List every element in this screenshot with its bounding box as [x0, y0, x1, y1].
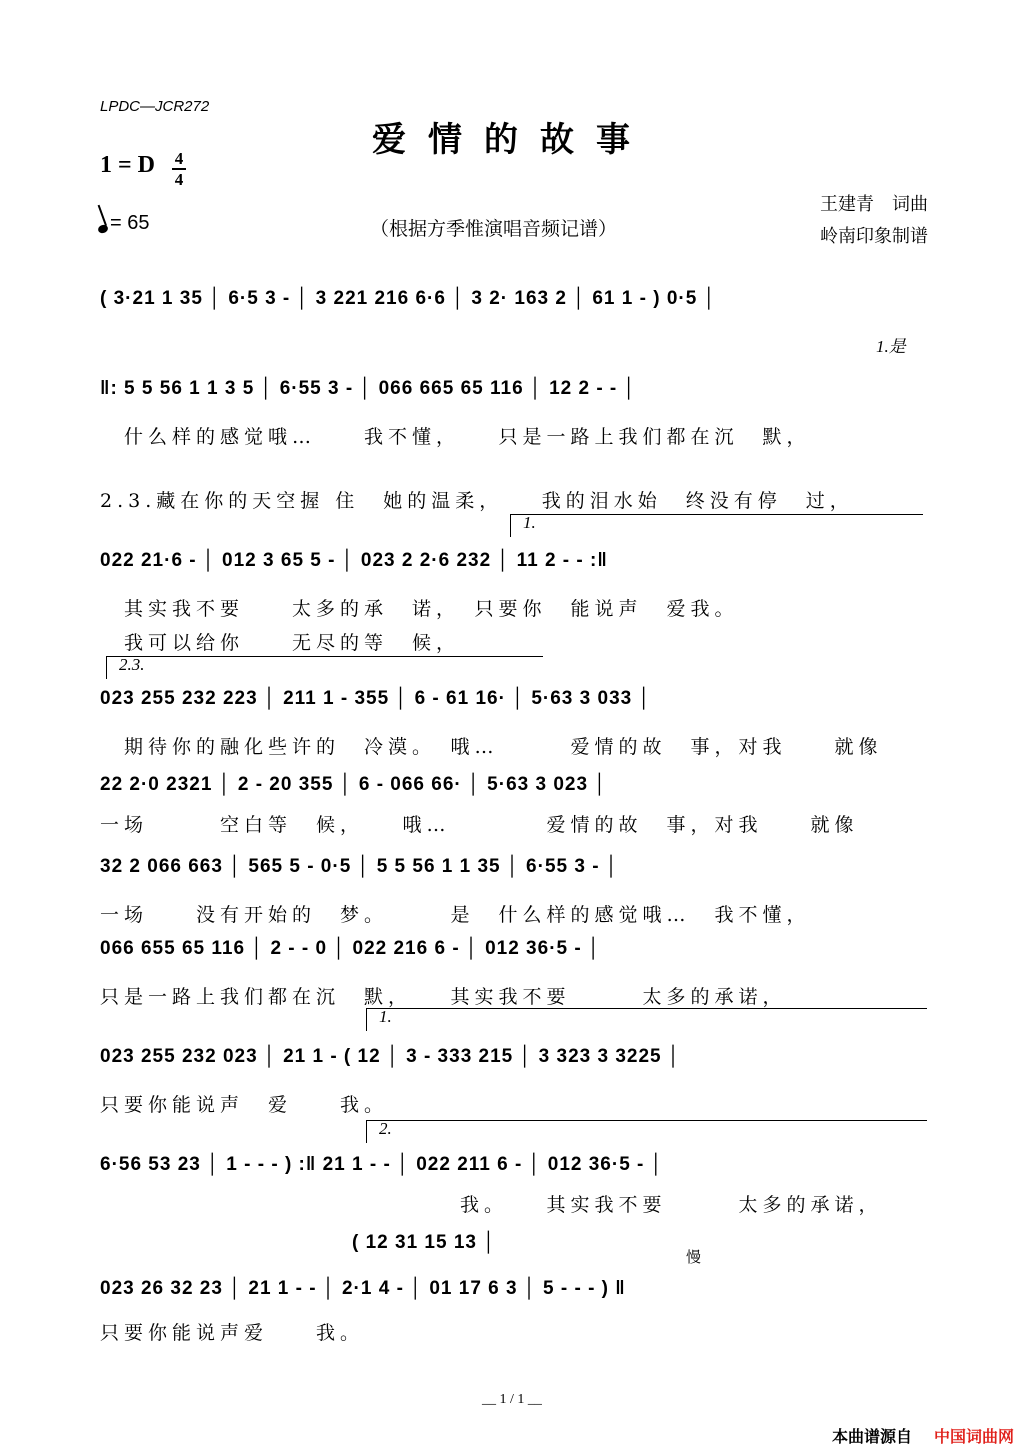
quarter-note-icon	[97, 224, 109, 235]
key-signature: 1 = D	[100, 152, 156, 178]
time-signature	[172, 150, 186, 188]
verse-marker: 1.是	[876, 337, 906, 356]
page-number: __ 1 / 1 __	[482, 1392, 542, 1407]
volta-bracket: 1.	[366, 1008, 927, 1031]
arranger-credit: 岭南印象制谱	[820, 226, 928, 247]
lyric-line: 2.3.藏在你的天空握 住 她的温柔， 我的泪水始 终没有停 过，	[100, 490, 854, 512]
volta-bracket: 2.3.	[106, 656, 543, 679]
score-code: LPDC—JCR272	[100, 98, 210, 115]
notation-line: 022 21·6 - │ 012 3 65 5 - │ 023 2 2·6 232 │ 11 2 - - :‖	[100, 550, 608, 571]
meter-top: 4	[174, 149, 184, 168]
lyric-line: 期待你的融化些许的 冷漠。 哦… 爱情的故 事，对我 就像	[100, 736, 883, 758]
notation-line: 32 2 066 663 │ 565 5 - 0·5 │ 5 5 56 1 1 35 │ 6·55 3 - │	[100, 856, 619, 877]
lyric-line: 我可以给你 无尽的等 候，	[100, 632, 461, 654]
song-title: 爱情的故事	[372, 120, 652, 160]
upper-notation-line: ( 12 31 15 13 │	[352, 1232, 497, 1253]
lyric-line: 只要你能说声 爱 我。	[100, 1094, 389, 1116]
notation-line: 023 26 32 23 │ 21 1 - - │ 2·1 4 - │ 01 17 6 3 │ 5 - - - ) ‖	[100, 1278, 626, 1299]
notation-line: ( 3·21 1 35 │ 6·5 3 - │ 3 221 216 6·6 │ 3 2· 163 2 │ 61 1 - ) 0·5 │	[100, 288, 717, 309]
lyric-line: 只是一路上我们都在沉 默， 其实我不要 太多的承诺，	[100, 986, 787, 1008]
lyric-line: 一场 没有开始的 梦。 是 什么样的感觉哦… 我不懂，	[100, 904, 811, 926]
tempo-mark-slow: 慢	[686, 1248, 702, 1266]
composer-credit: 王建青 词曲	[820, 194, 928, 215]
tempo-marking: = 65	[98, 212, 149, 235]
lyric-line: 我。 其实我不要 太多的承诺，	[100, 1194, 883, 1216]
notation-line: ‖: 5 5 56 1 1 3 5 │ 6·55 3 - │ 066 665 65 116 │ 12 2 - - │	[100, 378, 637, 399]
notation-line: 6·56 53 23 │ 1 - - - ) :‖ 21 1 - - │ 022 211 6 - │ 012 36·5 - │	[100, 1154, 664, 1175]
site-link[interactable]: 中国词曲网	[933, 1427, 1014, 1446]
notation-line: 22 2·0 2321 │ 2 - 20 355 │ 6 - 066 66· │ 5·63 3 023 │	[100, 774, 608, 795]
volta-bracket: 2.	[366, 1120, 927, 1143]
notation-line: 023 255 232 223 │ 211 1 - 355 │ 6 - 61 16· │ 5·63 3 033 │	[100, 688, 652, 709]
volta-bracket: 1.	[510, 514, 923, 537]
meter-bottom: 4	[174, 170, 184, 189]
transcription-source: （根据方季惟演唱音频记谱）	[370, 218, 618, 240]
source-label: 本曲谱源自	[831, 1427, 912, 1446]
lyric-line: 什么样的感觉哦… 我不懂， 只是一路上我们都在沉 默，	[100, 426, 811, 448]
lyric-line: 其实我不要 太多的承 诺， 只要你 能说声 爱我。	[100, 598, 739, 620]
notation-line: 066 655 65 116 │ 2 - - 0 │ 022 216 6 - │ 012 36·5 - │	[100, 938, 601, 959]
lyric-line: 一场 空白等 候， 哦… 爱情的故 事，对我 就像	[100, 814, 859, 836]
notation-line: 023 255 232 023 │ 21 1 - ( 12 │ 3 - 333 215 │ 3 323 3 3225 │	[100, 1046, 681, 1067]
lyric-line: 只要你能说声爱 我。	[100, 1322, 365, 1344]
